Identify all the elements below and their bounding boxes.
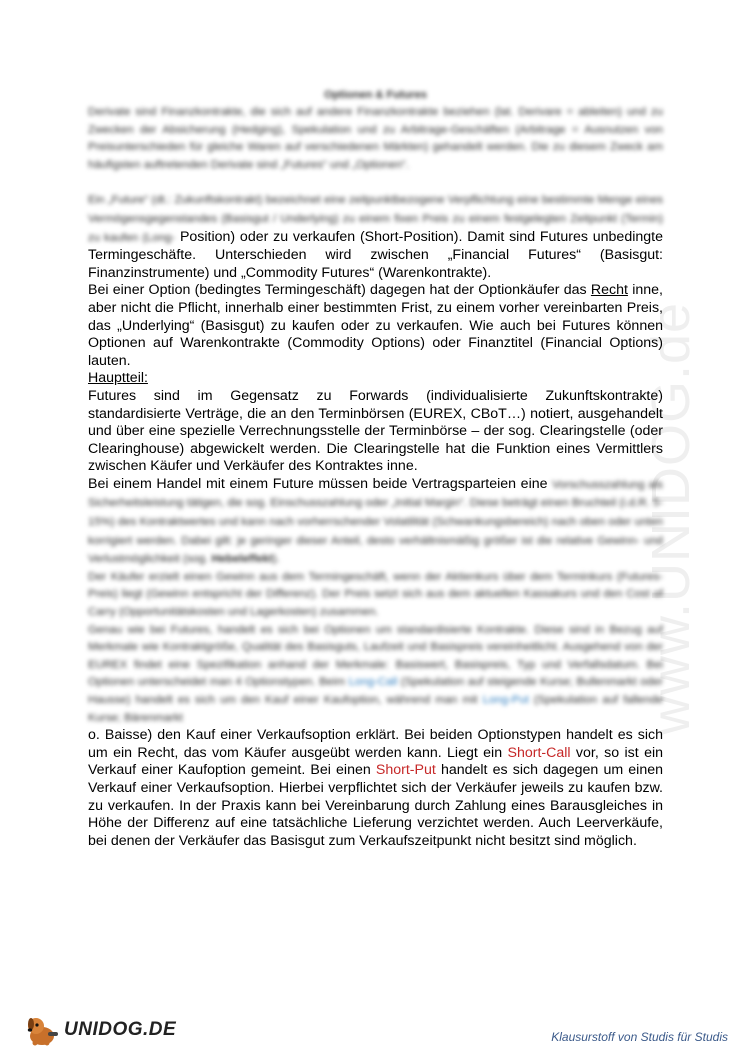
hebeleffekt-term: Hebeleffekt xyxy=(211,553,273,566)
future-blurred-text: Ein „Future“ (dt.: Zukunftskontrakt) bezeichnet eine zeitpunktbezogene Verpflichtung eine bestimmte Menge eines Vermögensgegenstandes (Basisgut / Underlying) zu einem fixen Preis zu einem festgelegten Zeitpunkt (Termin) zu kaufen (Long- xyxy=(88,194,663,244)
hauptteil-heading: Hauptteil: xyxy=(88,370,148,387)
option-text-start: Bei einer Option (bedingtes Termingeschäft) dagegen hat der Optionkäufer das xyxy=(88,282,587,299)
document-title: Optionen & Futures xyxy=(324,89,427,101)
handel-blurred-end: ). xyxy=(272,553,280,566)
brand-name: UNIDOG.DE xyxy=(64,1019,177,1040)
final-text-3: handelt es sich dagegen um einen Verkauf einer Verkaufsoption. Hierbei verpflichtet sich der Verkäufer jeweils zu kaufen bzw. zu verkaufen. In der Praxis kann bei Vereinbarung durch Zahlung eines Barausgleiches in Höhe der Differenz auf eine tatsächliche Lieferung verzichtet werden. Auch Leerverkäufe, bei denen der Verkäufer das Basisgut zum Verkaufszeitpunkt nicht besitzt sind möglich. xyxy=(88,762,663,849)
handel-paragraph xyxy=(88,476,663,569)
dog-mascot-icon xyxy=(22,1012,62,1048)
watermark: www.UNIDOG.de xyxy=(641,301,701,735)
long-put-term: Long-Put xyxy=(482,694,529,706)
paragraph-gap xyxy=(88,174,663,191)
option-paragraph xyxy=(88,282,663,370)
future-visible-text: Position) oder zu verkaufen (Short-Position). Damit sind Futures unbedingte Termingeschäfte. Unterschieden wird zwischen „Financial Futures“ (Basisgut: Finanzinstrumente) und „Commodity Futures“ (Warenkontrakte). xyxy=(88,228,663,281)
unidog-logo[interactable] xyxy=(22,1012,176,1048)
long-call-term: Long-Call xyxy=(348,676,398,689)
futures-paragraph: Futures sind im Gegensatz zu Forwards (individualisierte Zukunftskontrakte) standardisierte Verträge, die an den Terminbörsen (EUREX, CBoT…) notiert, ausgehandelt und über eine spezielle Verrechnungsstelle der Terminbörse – der sog. Clearingstelle (oder Clearinghouse) abgewickelt werden. Die Clearingstelle hat die Funktion eines Vermittlers zwischen Käufer und Verkäufer des Kontraktes inne. xyxy=(88,387,663,475)
final-paragraph xyxy=(88,727,663,850)
intro-paragraph: Derivate sind Finanzkontrakte, die sich auf andere Finanzkontrakte beziehen (lat. Derivare = ableiten) und zu Zwecken der Absicherung (Hedging), Spekulation und zu Arbitrage-Geschäften (Arbitrage = Ausnutzen von Preisunterschieden für gleiche Waren auf verschiedenen Märkten) gehandelt werden. Die zu diesem Zweck am häufigsten auftretenden Derivate sind „Futures“ und „Optionen“. xyxy=(88,106,663,171)
recht-term: Recht xyxy=(590,282,628,299)
short-put-term: Short-Put xyxy=(375,762,436,779)
option-text-end: inne, aber nicht die Pflicht, innerhalb einer bestimmten Frist, zu einem vorher vereinbarten Preis, das „Underlying“ (Basisgut) zu kaufen oder zu verkaufen. Wie auch bei Futures können Optionen auf Warenkontrakte (Commodity Options) oder Finanztitel (Financial Options) lauten. xyxy=(88,282,663,369)
final-text-2: vor, so ist ein Verkauf einer Kaufoption gemeint. Bei einen xyxy=(88,744,664,779)
optionen-text-3: (Spekulation auf fallende Kurse; Bärenmarkt xyxy=(88,694,663,724)
optionen-text-2: (Spekulation auf steigende Kurse; Bullenmarkt oder Hausse) handelt es sich um den Kauf einer Kaufoption, während man mit xyxy=(88,676,664,706)
optionen-text-1: Genau wie bei Futures, handelt es sich bei Optionen um standardisierte Kontrakte. Diese sind in Bezug auf Merkmale wie Kontraktgröße, Qualität des Basisguts, Laufzeit und Basispreis vereinheitlicht. Ausgehend von der EUREX findet eine Spezifikation anhand der Merkmale: Basiswert, Basispreis, Typ und Verfallsdatum. Bei Optionen unterscheidet man 4 Optionstypen. Beim xyxy=(88,623,663,689)
final-text-1: o. Baisse) den Kauf einer Verkaufsoption erklärt. Bei beiden Optionstypen handelt es sich um ein Recht, das vom Käufer ausgeübt werden kann. Liegt ein xyxy=(88,727,663,761)
footer-tagline: Klausurstoff von Studis für Studis xyxy=(551,1030,728,1044)
handel-visible-text: Bei einem Handel mit einem Future müssen beide Vertragsparteien eine xyxy=(88,475,548,492)
future-paragraph xyxy=(88,191,663,282)
optionen-paragraph xyxy=(88,622,663,728)
kaeufer-paragraph: Der Käufer erzielt einen Gewinn aus dem Termingeschäft, wenn der Aktienkurs über dem Terminkurs (Futures-Preis) liegt (Gewinn entspricht der Differenz). Der Preis setzt sich aus dem aktuellen Kassakurs und den Cost of Carry (Opportunitätskosten und Lagerkosten) zusammen. xyxy=(88,570,663,619)
short-call-term: Short-Call xyxy=(507,744,571,761)
handel-blurred-body: Vorschusszahlung als Sicherheitsleistung tätigen, die sog. Einschusszahlung oder „Initial Margin“. Diese beträgt einen Bruchteil (i.d.R. 5-15%) des Kontraktwertes und kann nach vorherrschender Volatilität (Schwankungsbereich) nach oben oder unten korrigiert werden. Dabei gilt: je geringer dieser Anteil, desto verhältnismäßig größer ist die relative Gewinn- und Verlustmöglichkeit (sog. xyxy=(88,478,663,566)
document-body xyxy=(88,86,663,850)
